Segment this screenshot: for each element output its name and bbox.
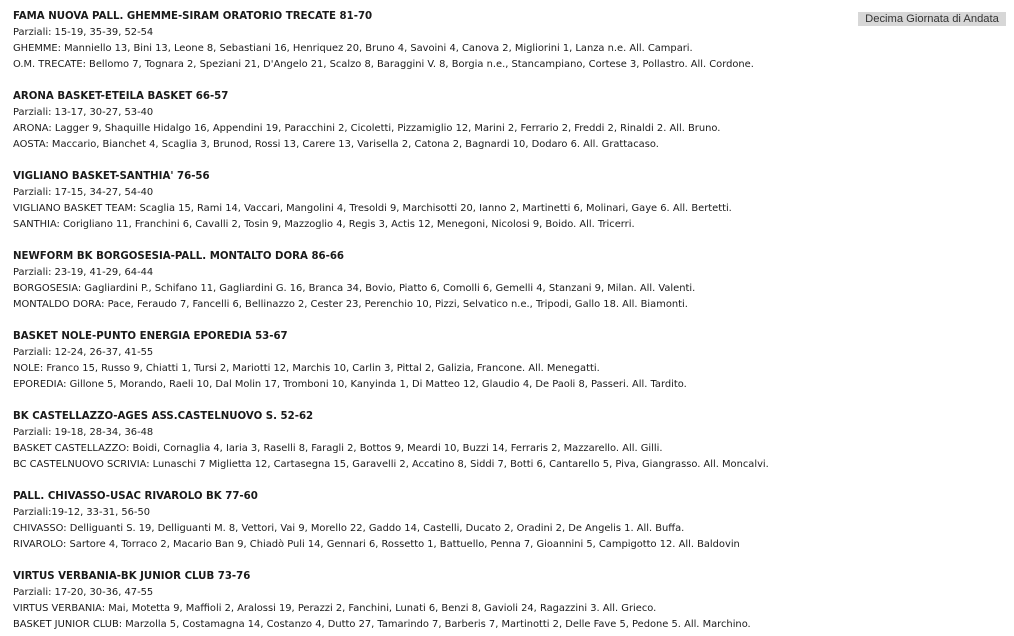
game-partials: Parziali: 19-18, 28-34, 36-48 xyxy=(13,427,154,438)
game-title: FAMA NUOVA PALL. GHEMME-SIRAM ORATORIO TRECATE 81-70 xyxy=(13,11,373,22)
home-lineup: ARONA: Lagger 9, Shaquille Hidalgo 16, Appendini 19, Paracchini 2, Cicoletti, Pizzamiglio 12, Marini 2, Ferrario 2, Freddi 2, Rinaldi 2. All. Bruno. xyxy=(13,123,721,134)
game-result xyxy=(13,169,853,233)
results-list xyxy=(13,9,853,636)
game-result xyxy=(13,409,853,473)
game-title: BK CASTELLAZZO-AGES ASS.CASTELNUOVO S. 52-62 xyxy=(13,411,314,422)
game-title: NEWFORM BK BORGOSESIA-PALL. MONTALTO DORA 86-66 xyxy=(13,251,345,262)
game-result xyxy=(13,89,853,153)
game-partials: Parziali:19-12, 33-31, 56-50 xyxy=(13,507,151,518)
game-title: VIRTUS VERBANIA-BK JUNIOR CLUB 73-76 xyxy=(13,571,251,582)
round-label: Decima Giornata di Andata xyxy=(858,12,1006,26)
home-lineup: NOLE: Franco 15, Russo 9, Chiatti 1, Tursi 2, Mariotti 12, Marchis 10, Carlin 3, Pittal 2, Galizia, Francone. All. Menegatti. xyxy=(13,363,600,374)
game-partials: Parziali: 15-19, 35-39, 52-54 xyxy=(13,27,154,38)
away-lineup: O.M. TRECATE: Bellomo 7, Tognara 2, Speziani 21, D'Angelo 21, Scalzo 8, Baraggini V. 8, Borgia n.e., Stancampiano, Cortese 3, Pollastro. All. Cordone. xyxy=(13,59,754,70)
game-partials: Parziali: 13-17, 30-27, 53-40 xyxy=(13,107,154,118)
away-lineup: AOSTA: Maccario, Bianchet 4, Scaglia 3, Brunod, Rossi 13, Carere 13, Varisella 2, Catona 2, Bagnardi 10, Dodaro 6. All. Grattacaso. xyxy=(13,139,659,150)
away-lineup: MONTALDO DORA: Pace, Feraudo 7, Fancelli 6, Bellinazzo 2, Cester 23, Perenchio 10, Pizzi, Selvatico n.e., Tripodi, Gallo 18. All. Biamonti. xyxy=(13,299,688,310)
game-title: VIGLIANO BASKET-SANTHIA' 76-56 xyxy=(13,171,210,182)
game-result xyxy=(13,249,853,313)
game-result xyxy=(13,489,853,553)
home-lineup: BORGOSESIA: Gagliardini P., Schifano 11, Gagliardini G. 16, Branca 34, Bovio, Piatto 6, Comolli 6, Gemelli 4, Stanzani 9, Milan. All. Valenti. xyxy=(13,283,696,294)
game-partials: Parziali: 12-24, 26-37, 41-55 xyxy=(13,347,154,358)
game-partials: Parziali: 23-19, 41-29, 64-44 xyxy=(13,267,154,278)
game-result xyxy=(13,569,853,633)
game-title: PALL. CHIVASSO-USAC RIVAROLO BK 77-60 xyxy=(13,491,258,502)
away-lineup: EPOREDIA: Gillone 5, Morando, Raeli 10, Dal Molin 17, Tromboni 10, Kanyinda 1, Di Matteo 12, Glaudio 4, De Paoli 8, Passeri. All. Tardito. xyxy=(13,379,687,390)
game-partials: Parziali: 17-15, 34-27, 54-40 xyxy=(13,187,154,198)
game-title: BASKET NOLE-PUNTO ENERGIA EPOREDIA 53-67 xyxy=(13,331,288,342)
away-lineup: BASKET JUNIOR CLUB: Marzolla 5, Costamagna 14, Costanzo 4, Dutto 27, Tamarindo 7, Barberis 7, Martinotti 2, Delle Fave 5, Pedone 5. All. Marchino. xyxy=(13,619,751,630)
game-partials: Parziali: 17-20, 30-36, 47-55 xyxy=(13,587,154,598)
game-result xyxy=(13,329,853,393)
home-lineup: BASKET CASTELLAZZO: Boidi, Cornaglia 4, Iaria 3, Raselli 8, Faragli 2, Bottos 9, Meardi 10, Buzzi 14, Ferraris 2, Mazzarello. All. Gilli. xyxy=(13,443,663,454)
home-lineup: GHEMME: Manniello 13, Bini 13, Leone 8, Sebastiani 16, Henriquez 20, Bruno 4, Savoini 4, Canova 2, Migliorini 1, Lanza n.e. All. Campari. xyxy=(13,43,693,54)
away-lineup: BC CASTELNUOVO SCRIVIA: Lunaschi 7 Miglietta 12, Cartasegna 15, Garavelli 2, Accatino 8, Siddi 7, Botti 6, Cantarello 5, Piva, Giangrasso. All. Moncalvi. xyxy=(13,459,769,470)
home-lineup: VIGLIANO BASKET TEAM: Scaglia 15, Rami 14, Vaccari, Mangolini 4, Tresoldi 9, Marchisotti 20, Ianno 2, Martinetti 6, Molinari, Gaye 6. All. Bertetti. xyxy=(13,203,732,214)
home-lineup: CHIVASSO: Delliguanti S. 19, Delliguanti M. 8, Vettori, Vai 9, Morello 22, Gaddo 14, Castelli, Ducato 2, Oradini 2, De Angelis 1. All. Buffa. xyxy=(13,523,685,534)
game-title: ARONA BASKET-ETEILA BASKET 66-57 xyxy=(13,91,229,102)
away-lineup: SANTHIA: Corigliano 11, Franchini 6, Cavalli 2, Tosin 9, Mazzoglio 4, Regis 3, Actis 12, Menegoni, Nicolosi 9, Boido. All. Tricerri. xyxy=(13,219,635,230)
game-result xyxy=(13,9,853,73)
away-lineup: RIVAROLO: Sartore 4, Torraco 2, Macario Ban 9, Chiadò Puli 14, Gennari 6, Rossetto 1, Battuello, Penna 7, Gioannini 5, Campigotto 12. All. Baldovin xyxy=(13,539,740,550)
home-lineup: VIRTUS VERBANIA: Mai, Motetta 9, Maffioli 2, Aralossi 19, Perazzi 2, Fanchini, Lunati 6, Benzi 8, Gavioli 24, Ragazzini 3. All. Grieco. xyxy=(13,603,657,614)
